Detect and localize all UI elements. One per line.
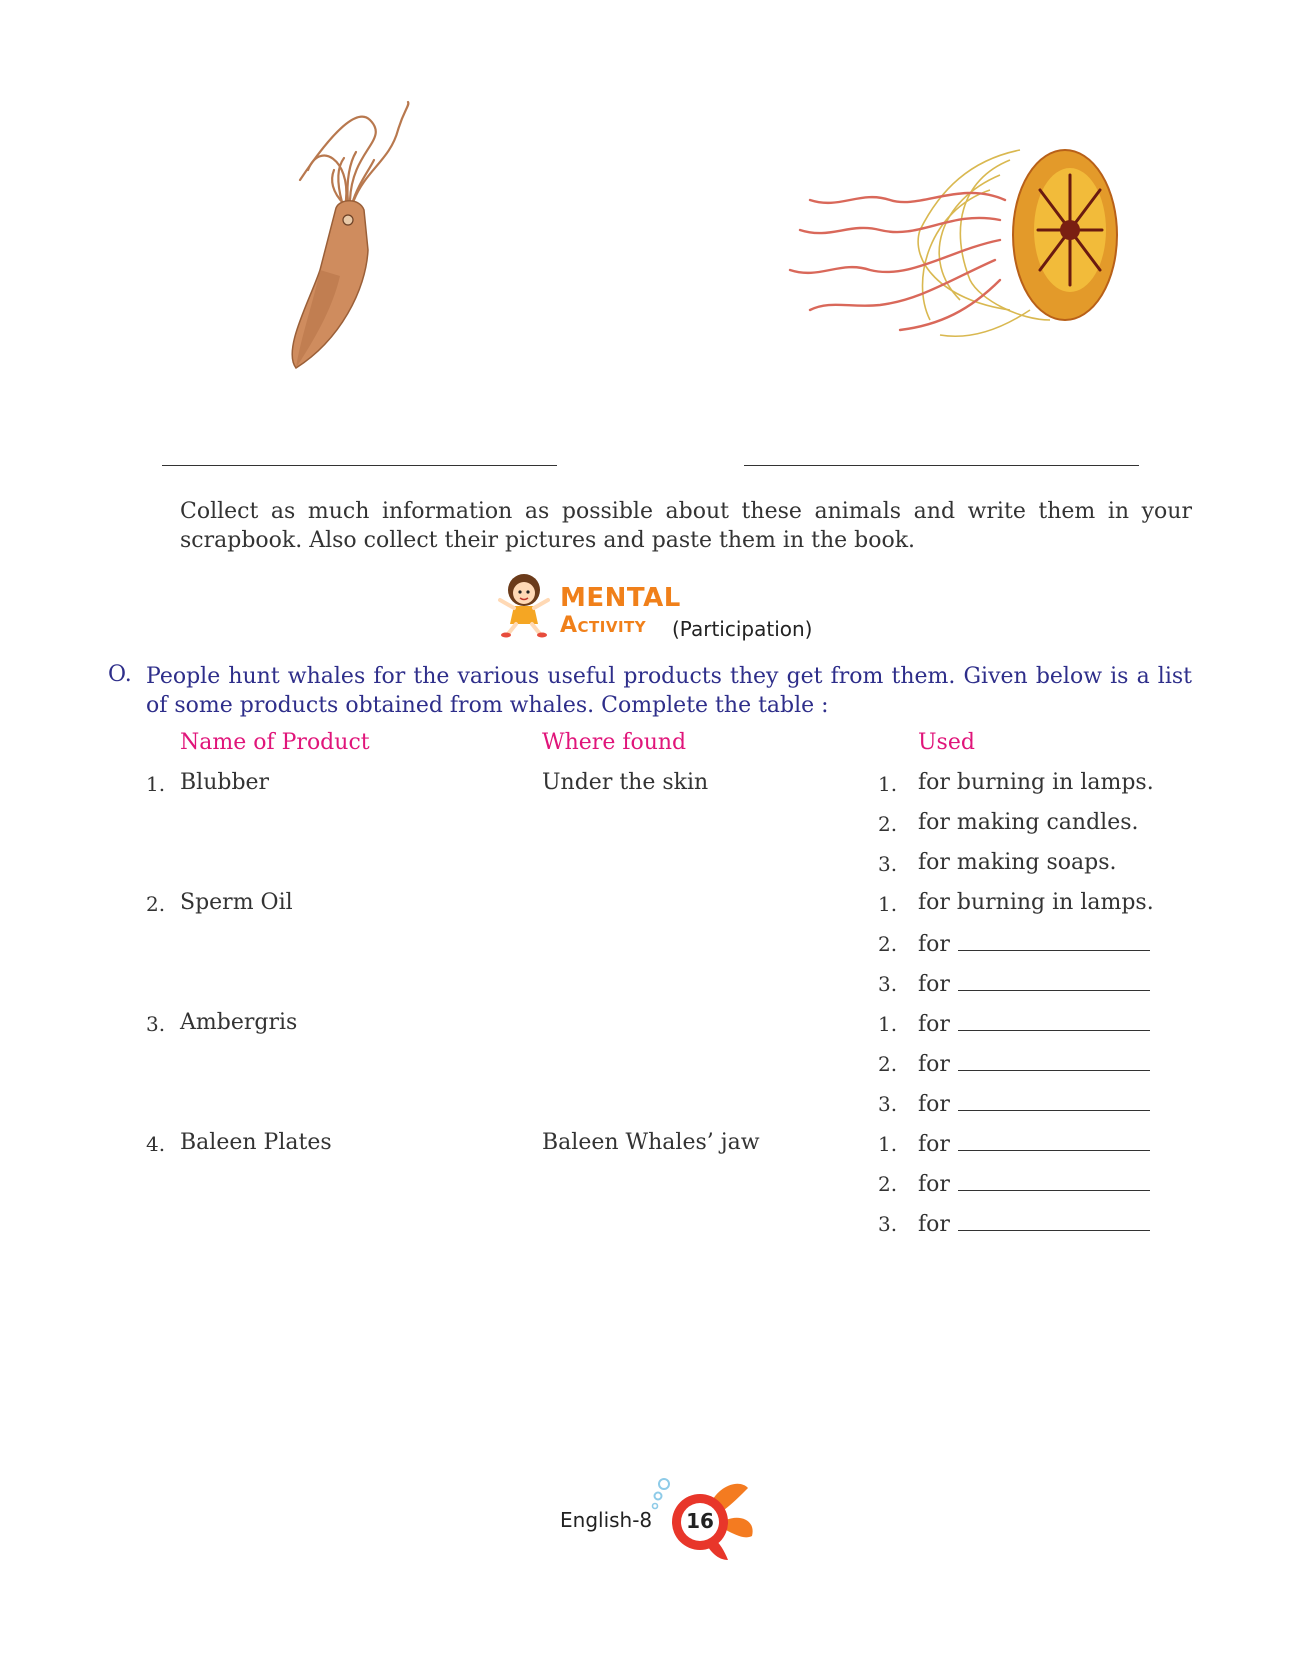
- use-answer-blank[interactable]: [958, 970, 1150, 991]
- use-item-number: 1.: [878, 1012, 898, 1036]
- use-item-text: for: [918, 1172, 950, 1197]
- use-item-number: 3.: [878, 852, 898, 876]
- product-name: Baleen Plates: [180, 1130, 332, 1155]
- use-answer-blank[interactable]: [958, 1170, 1150, 1191]
- use-item: [918, 1170, 1150, 1197]
- use-item-text: for: [918, 1012, 950, 1037]
- product-where-found: Under the skin: [542, 770, 709, 795]
- instruction-paragraph: Collect as much information as possible about these animals and write them in your scrapbook. Also collect their pictures and paste them in the book.: [180, 499, 1192, 553]
- product-name: Blubber: [180, 770, 270, 795]
- use-item-number: 2.: [878, 932, 898, 956]
- use-item: [918, 850, 1117, 875]
- page-number: 16: [686, 1509, 714, 1533]
- use-item-text: for: [918, 1212, 950, 1237]
- use-item: [918, 1130, 1150, 1157]
- answer-blank-jellyfish[interactable]: [744, 465, 1139, 466]
- use-item-number: 2.: [878, 812, 898, 836]
- footer-book-title: English-8: [560, 1508, 653, 1532]
- use-answer-blank[interactable]: [958, 1010, 1150, 1031]
- use-item: [918, 770, 1154, 795]
- product-row-number: 4.: [146, 1132, 166, 1156]
- answer-blank-squid[interactable]: [162, 465, 557, 466]
- jellyfish-illustration: [770, 130, 1130, 345]
- use-item-text: for making soaps.: [918, 850, 1117, 875]
- question-text: People hunt whales for the various useful products they get from them. Given below is a list of some products obtained from whales. Complete the table :: [146, 664, 1192, 718]
- use-item-number: 1.: [878, 1132, 898, 1156]
- use-item: [918, 890, 1154, 915]
- mental-activity-note: (Participation): [672, 617, 813, 641]
- use-item-number: 1.: [878, 772, 898, 796]
- use-item-number: 2.: [878, 1172, 898, 1196]
- use-item-text: for burning in lamps.: [918, 770, 1154, 795]
- use-item-number: 3.: [878, 1092, 898, 1116]
- use-item-text: for: [918, 972, 950, 997]
- squid-illustration: [280, 100, 440, 375]
- use-item-text: for: [918, 1052, 950, 1077]
- header-where-found: Where found: [542, 730, 687, 755]
- use-item-text: for: [918, 932, 950, 957]
- product-where-found: Baleen Whales’ jaw: [542, 1130, 760, 1155]
- question-label: O.: [108, 662, 132, 687]
- use-answer-blank[interactable]: [958, 1050, 1150, 1071]
- girl-mascot-icon: [492, 570, 556, 638]
- use-answer-blank[interactable]: [958, 1210, 1150, 1231]
- use-item: [918, 1050, 1150, 1077]
- header-product-name: Name of Product: [180, 730, 370, 755]
- use-item: [918, 970, 1150, 997]
- mental-activity-subtitle: Activity: [560, 613, 647, 638]
- use-item-text: for burning in lamps.: [918, 890, 1154, 915]
- use-item-text: for: [918, 1132, 950, 1157]
- use-item-text: for making candles.: [918, 810, 1139, 835]
- use-answer-blank[interactable]: [958, 1090, 1150, 1111]
- use-item-number: 2.: [878, 1052, 898, 1076]
- product-row-number: 3.: [146, 1012, 166, 1036]
- use-item-number: 3.: [878, 1212, 898, 1236]
- use-item: [918, 930, 1150, 957]
- use-answer-blank[interactable]: [958, 1130, 1150, 1151]
- product-name: Sperm Oil: [180, 890, 293, 915]
- header-used: Used: [918, 730, 975, 755]
- product-row-number: 1.: [146, 772, 166, 796]
- product-row-number: 2.: [146, 892, 166, 916]
- use-item-number: 1.: [878, 892, 898, 916]
- mental-activity-title: MENTAL: [560, 583, 681, 613]
- use-item: [918, 1010, 1150, 1037]
- use-item-number: 3.: [878, 972, 898, 996]
- use-item: [918, 1090, 1150, 1117]
- product-name: Ambergris: [180, 1010, 298, 1035]
- use-answer-blank[interactable]: [958, 930, 1150, 951]
- use-item-text: for: [918, 1092, 950, 1117]
- use-item: [918, 810, 1139, 835]
- use-item: [918, 1210, 1150, 1237]
